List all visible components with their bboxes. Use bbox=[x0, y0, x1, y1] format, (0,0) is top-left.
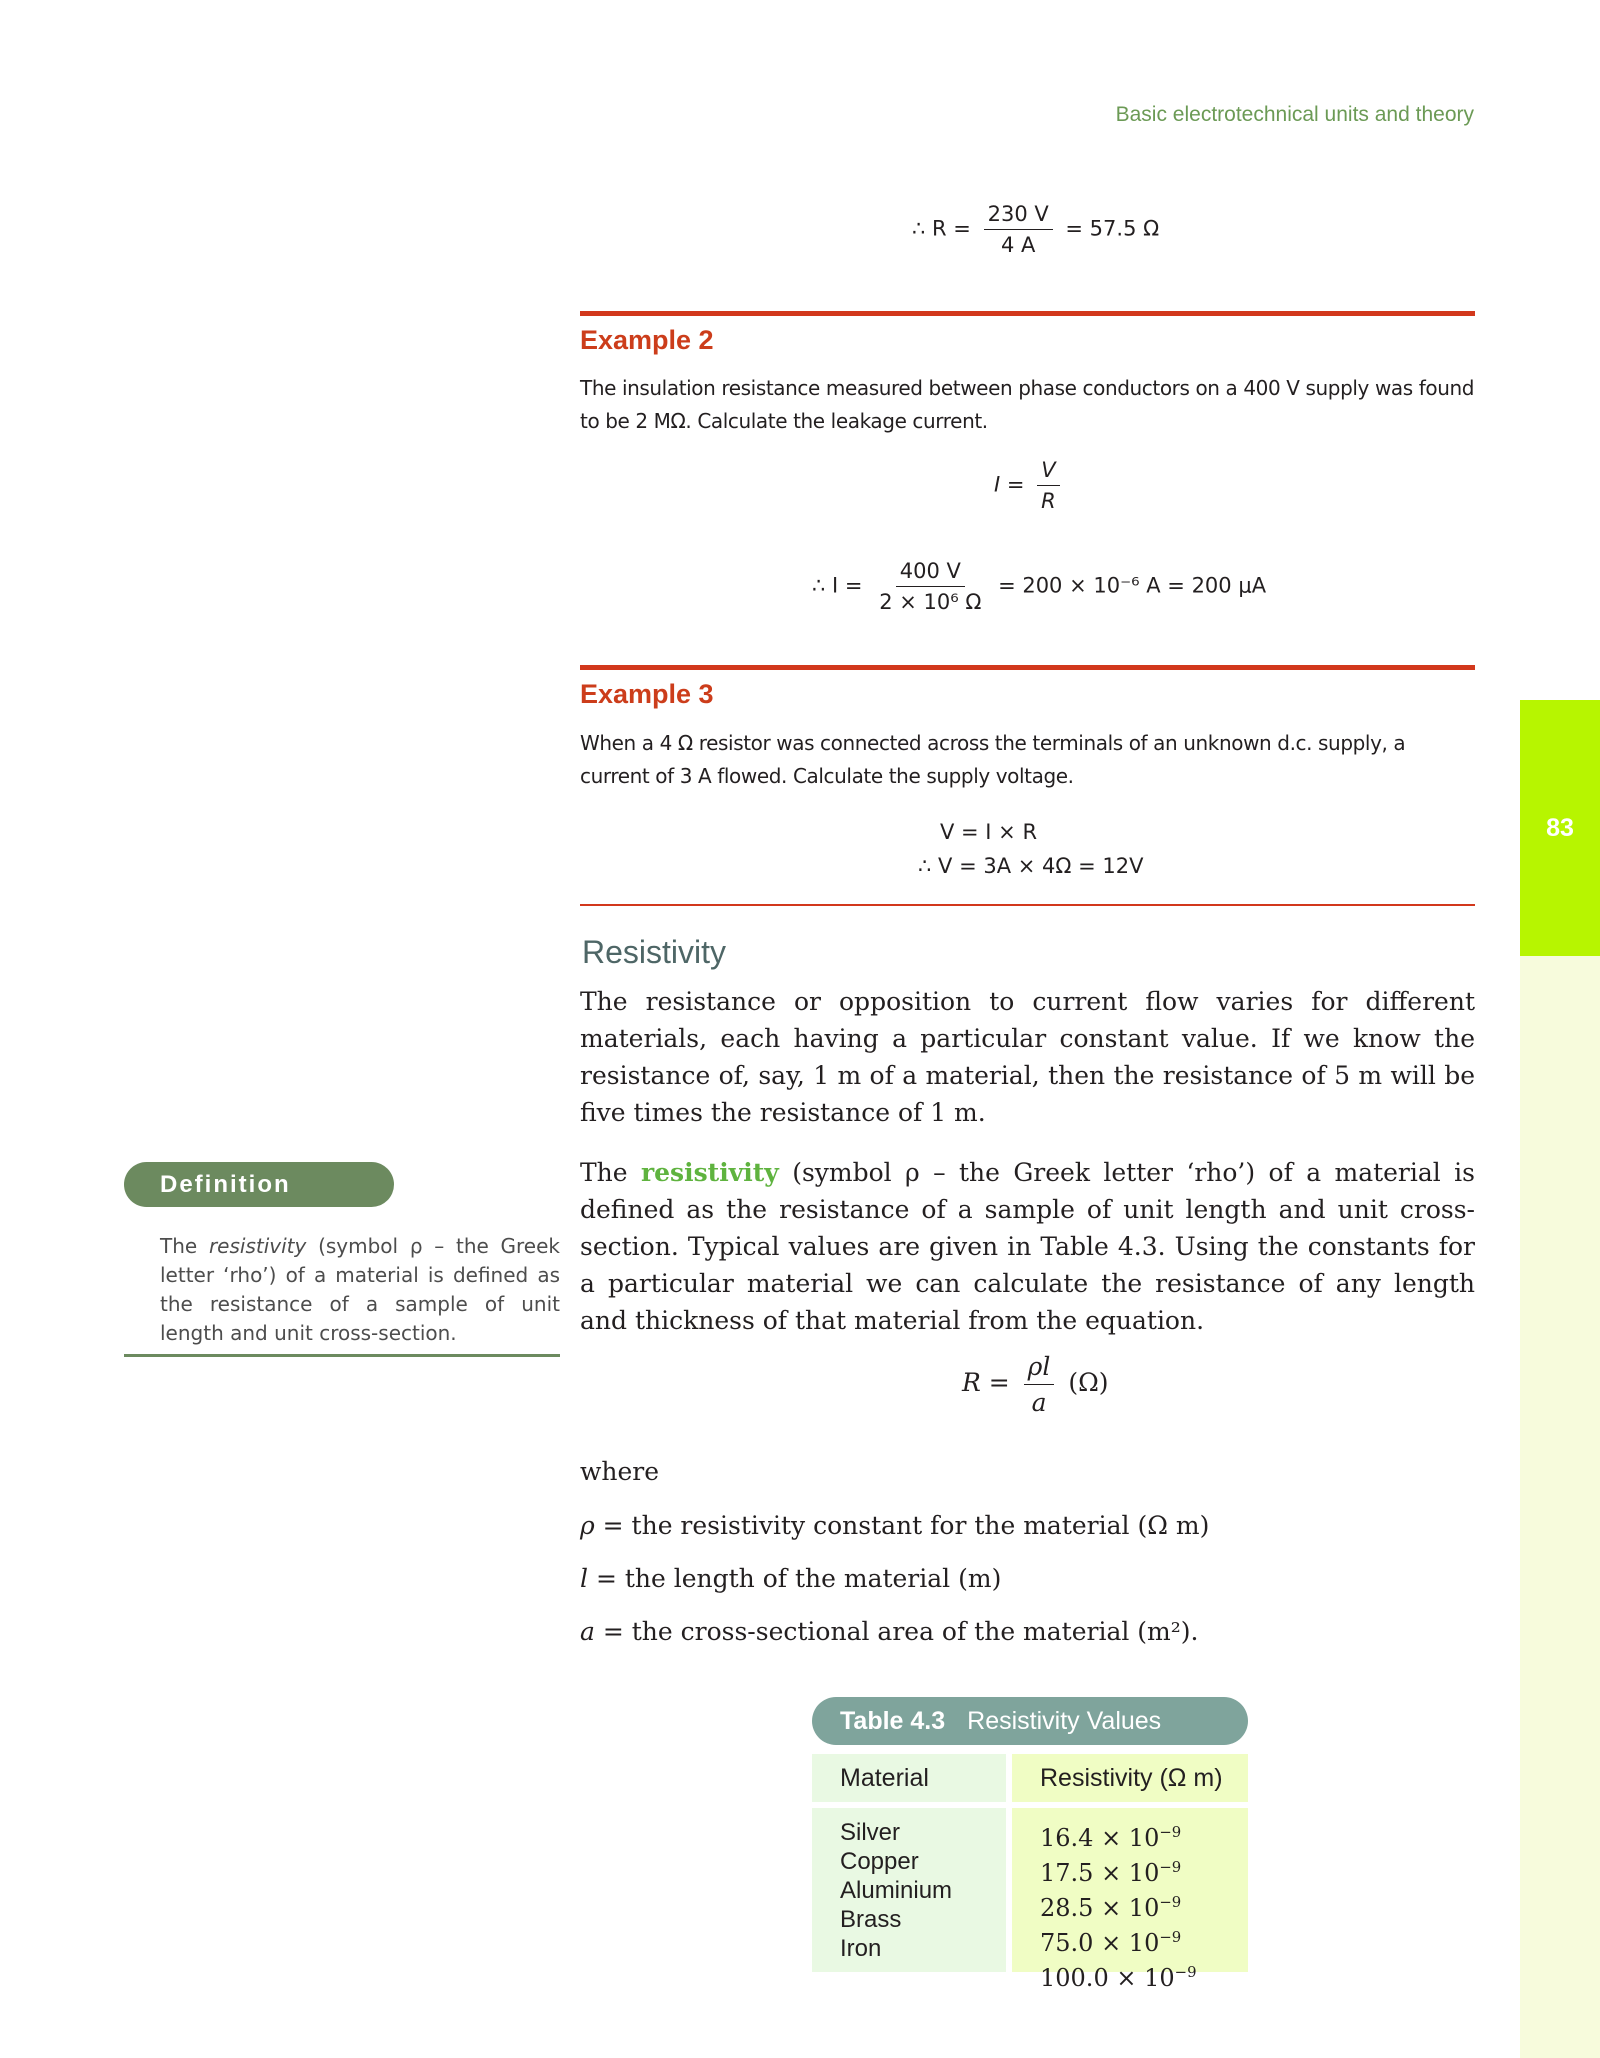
para2-key-term: resistivity bbox=[640, 1158, 779, 1187]
example2-equation-2 bbox=[812, 559, 1266, 614]
running-head: Basic electrotechnical units and theory bbox=[1115, 103, 1474, 126]
section-heading-resistivity: Resistivity bbox=[582, 934, 727, 970]
example2-eq2-prefix: ∴ I = bbox=[812, 573, 863, 598]
example3-equation-1: V = I × R bbox=[940, 820, 1038, 844]
resistivity-mantissa: 16.4 × 10 bbox=[1040, 1824, 1160, 1852]
example2-eq2-numerator: 400 V bbox=[896, 559, 965, 587]
page-number: 83 bbox=[1546, 813, 1574, 842]
resistivity-paragraph-1: The resistance or opposition to current flow varies for different materials, each having a particular constant value. If we know the resistance of, say, 1 m of a material, then the resistance of 5 m will be five times the resistance of 1 m. bbox=[580, 987, 1475, 1127]
definition-area bbox=[580, 1617, 1198, 1646]
example3-bottom-rule bbox=[580, 904, 1475, 906]
table-label: Table 4.3 bbox=[840, 1707, 946, 1735]
resistivity-mantissa: 17.5 × 10 bbox=[1040, 1859, 1160, 1887]
table-title: Resistivity Values bbox=[967, 1707, 1162, 1735]
def-text-a: = the cross-sectional area of the material (m²). bbox=[594, 1617, 1199, 1646]
resistivity-paragraph-2 bbox=[580, 1154, 1475, 1339]
example3-text: When a 4 Ω resistor was connected across the terminals of an unknown d.c. supply, a current of 3 A flowed. Calculate the supply voltage. bbox=[580, 731, 1406, 788]
definition-text bbox=[160, 1232, 560, 1348]
definition-length bbox=[580, 1564, 1001, 1593]
example2-equation-1 bbox=[994, 458, 1066, 513]
table-cell-resistivity bbox=[1040, 1853, 1248, 1888]
resistivity-exponent: −9 bbox=[1159, 1893, 1182, 1911]
para2-after: (symbol ρ – the Greek letter ‘rho’) of a material is defined as the resistance of a sample of unit length and unit cross-section. Typical values are given in Table 4.3. Using the constants for a particular material we can calculate the resistance of any length and thickness of that material from the equation. bbox=[580, 1158, 1475, 1335]
resistivity-mantissa: 75.0 × 10 bbox=[1040, 1929, 1160, 1957]
resistivity-exponent: −9 bbox=[1159, 1858, 1182, 1876]
example2-top-rule bbox=[580, 311, 1475, 316]
para2-before: The bbox=[580, 1158, 641, 1187]
example3-title: Example 3 bbox=[580, 679, 714, 709]
example2-text: The insulation resistance measured between phase conductors on a 400 V supply was found to be 2 MΩ. Calculate the leakage current. bbox=[580, 376, 1475, 433]
def-text-l: = the length of the material (m) bbox=[588, 1564, 1002, 1593]
resistivity-exponent: −9 bbox=[1174, 1963, 1197, 1981]
table-header-material: Material bbox=[812, 1754, 1006, 1802]
formula-numerator: ρl bbox=[1024, 1352, 1055, 1385]
example2-title: Example 2 bbox=[580, 325, 714, 355]
definition-bottom-rule bbox=[124, 1354, 560, 1357]
table-cell-material: Aluminium bbox=[840, 1877, 953, 1904]
formula-lhs: R = bbox=[962, 1368, 1010, 1397]
formula-unit: (Ω) bbox=[1068, 1368, 1109, 1397]
resistivity-mantissa: 100.0 × 10 bbox=[1040, 1964, 1175, 1992]
table-cell-resistivity bbox=[1040, 1818, 1248, 1853]
table-cell-material: Copper bbox=[840, 1848, 919, 1875]
definition-badge: Definition bbox=[124, 1162, 394, 1207]
example2-eq1-denominator: R bbox=[1041, 489, 1056, 513]
example2-eq2-denominator: 2 × 10⁶ Ω bbox=[879, 590, 982, 614]
table-header-resistivity: Resistivity (Ω m) bbox=[1012, 1754, 1248, 1802]
top-equation bbox=[912, 202, 1159, 257]
def-box-before: The bbox=[160, 1234, 209, 1258]
resistivity-mantissa: 28.5 × 10 bbox=[1040, 1894, 1160, 1922]
example2-eq2-result: = 200 × 10⁻⁶ A = 200 μA bbox=[998, 573, 1267, 598]
resistivity-formula bbox=[962, 1352, 1109, 1417]
example2-eq1-numerator: V bbox=[1037, 458, 1059, 486]
def-box-after: (symbol ρ – the Greek letter ‘rho’) of a material is defined as the resistance of a sample of unit length and unit cross-section. bbox=[160, 1234, 560, 1345]
page-number-tab bbox=[1520, 700, 1600, 956]
table-cell-resistivity bbox=[1040, 1923, 1248, 1958]
def-symbol-a: a bbox=[580, 1617, 595, 1646]
table-material-column bbox=[812, 1808, 1006, 1972]
def-symbol-l: l bbox=[580, 1564, 588, 1593]
example2-eq2-fraction bbox=[875, 559, 985, 614]
top-equation-prefix: ∴ R = bbox=[912, 216, 971, 241]
where-label: where bbox=[580, 1457, 660, 1486]
formula-denominator: a bbox=[1031, 1388, 1047, 1417]
table-cell-material: Silver bbox=[840, 1819, 901, 1846]
table-cell-resistivity bbox=[1040, 1888, 1248, 1923]
def-box-term: resistivity bbox=[208, 1234, 307, 1258]
example3-equation-2: ∴ V = 3A × 4Ω = 12V bbox=[918, 854, 1144, 878]
top-equation-result: = 57.5 Ω bbox=[1065, 216, 1160, 241]
table-cell-resistivity bbox=[1040, 1958, 1248, 1993]
formula-fraction bbox=[1024, 1352, 1055, 1417]
table-cell-material: Brass bbox=[840, 1906, 902, 1933]
def-symbol-rho: ρ bbox=[580, 1511, 595, 1540]
resistivity-exponent: −9 bbox=[1159, 1928, 1182, 1946]
top-equation-fraction bbox=[984, 202, 1053, 257]
resistivity-exponent: −9 bbox=[1159, 1823, 1182, 1841]
definition-rho bbox=[580, 1511, 1209, 1540]
table-cell-material: Iron bbox=[840, 1935, 882, 1962]
table-title-bar bbox=[812, 1697, 1248, 1745]
top-equation-numerator: 230 V bbox=[984, 202, 1053, 230]
example2-eq1-lhs: I = bbox=[994, 472, 1025, 497]
def-text-rho: = the resistivity constant for the material (Ω m) bbox=[594, 1511, 1210, 1540]
example2-eq1-fraction bbox=[1037, 458, 1060, 513]
top-equation-denominator: 4 A bbox=[1000, 233, 1036, 257]
example3-top-rule bbox=[580, 665, 1475, 670]
